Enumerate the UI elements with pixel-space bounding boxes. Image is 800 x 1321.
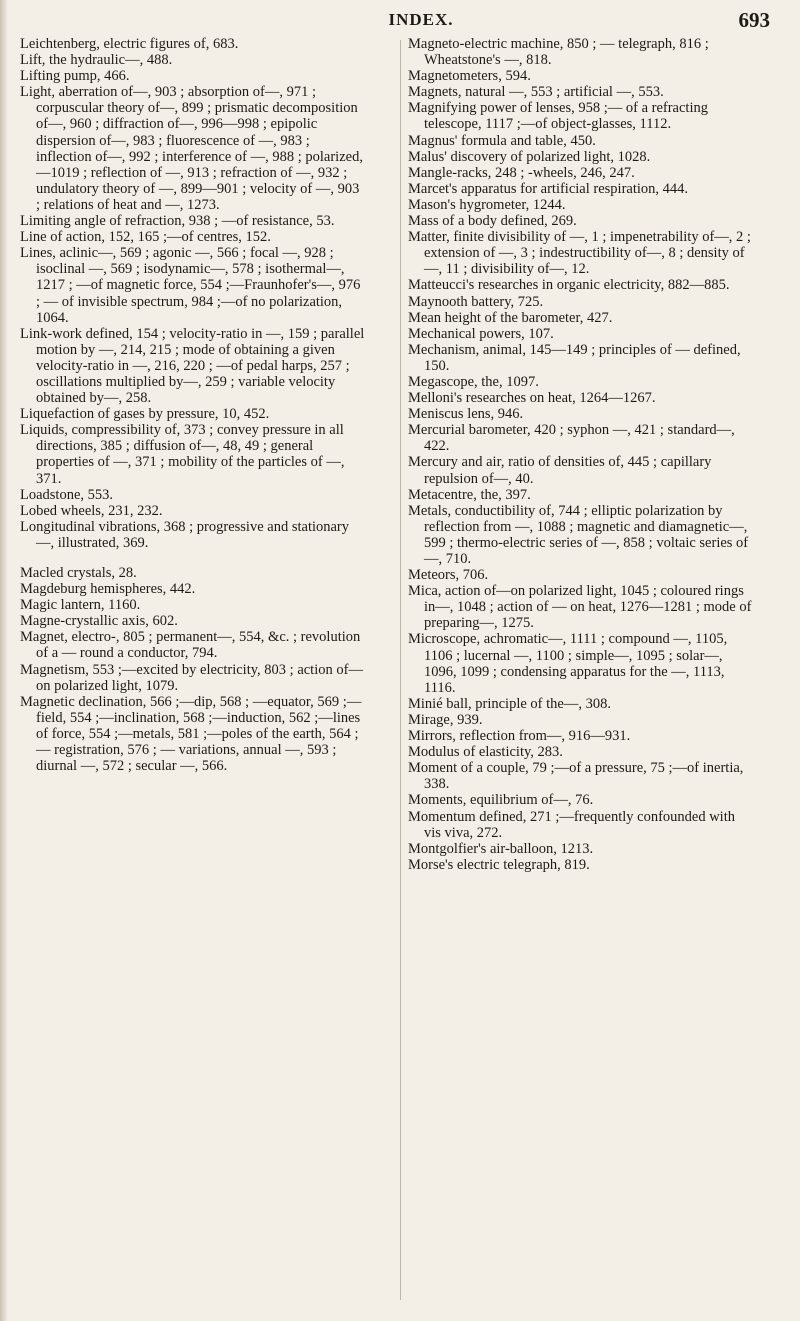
index-entry: Lifting pump, 466. [20, 68, 130, 85]
index-entry: Mangle-racks, 248 ; -wheels, 246, 247. [408, 164, 635, 181]
column-divider [400, 40, 401, 1300]
index-entry: Mercurial barometer, 420 ; syphon —, 421 ; standard—, 422. [408, 422, 735, 455]
index-entry: Magic lantern, 1160. [20, 597, 141, 614]
index-entry: Mean height of the barometer, 427. [408, 309, 613, 326]
index-entry: Momentum defined, 271 ;—frequently confounded with vis viva, 272. [408, 808, 735, 841]
index-entry: Meteors, 706. [408, 567, 489, 584]
index-entry: Megascope, the, 1097. [408, 373, 539, 390]
index-entry: Microscope, achromatic—, 1111 ; compound —, 1105, 1106 ; lucernal —, 1100 ; simple—, 1095 ; solar—, 1096, 1099 ; condensing apparatus for the —, 1113, 1116. [408, 631, 728, 696]
index-entry: Meniscus lens, 946. [408, 406, 524, 423]
index-entry: Magnetism, 553 ;—excited by electricity, 803 ; action of—on polarized light, 1079. [20, 661, 363, 694]
index-entry: Mica, action of—on polarized light, 1045 ; coloured rings in—, 1048 ; action of — on heat, 1276—1281 ; mode of preparing—, 1275. [408, 583, 752, 632]
page-number: 693 [738, 8, 770, 32]
index-column-left [20, 36, 365, 774]
running-title: INDEX. [388, 10, 454, 29]
index-entry: Loadstone, 553. [20, 486, 114, 503]
index-entry: Magne-crystallic axis, 602. [20, 613, 178, 630]
index-entry: Mercury and air, ratio of densities of, 445 ; capillary repulsion of—, 40. [408, 454, 712, 487]
page-header [60, 6, 782, 32]
index-entry: Montgolfier's air-balloon, 1213. [408, 840, 594, 857]
index-entry: Magnetic declination, 566 ;—dip, 568 ; —equator, 569 ;—field, 554 ;—inclination, 568 ;—induction, 562 ;—lines of force, 554 ;—metals, 581 ;—poles of the earth, 564 ; — registration, 576 ; — variations, annual —, 593 ; diurnal —, 572 ; secular —, 566. [20, 693, 362, 775]
index-entry: Leichtenberg, electric figures of, 683. [20, 36, 239, 52]
index-entry: Macled crystals, 28. [20, 565, 137, 581]
index-entry: Mason's hygrometer, 1244. [408, 196, 566, 213]
index-entry: Lobed wheels, 231, 232. [20, 502, 163, 519]
index-entry: Line of action, 152, 165 ;—of centres, 152. [20, 229, 271, 246]
page-edge-shadow [0, 0, 8, 1321]
index-entry: Lift, the hydraulic—, 488. [20, 52, 173, 69]
index-entry: Limiting angle of refraction, 938 ; —of resistance, 53. [20, 213, 335, 230]
index-entry: Matter, finite divisibility of —, 1 ; impenetrability of—, 2 ; extension of —, 3 ; indestructibility of—, 8 ; density of—, 11 ; divisibility of—, 12. [408, 229, 751, 278]
index-entry: Morse's electric telegraph, 819. [408, 856, 590, 873]
index-entry: Marcet's apparatus for artificial respiration, 444. [408, 180, 689, 197]
index-entry: Magneto-electric machine, 850 ; — telegraph, 816 ; Wheatstone's —, 818. [408, 36, 709, 69]
index-entry: Mirage, 939. [408, 711, 483, 728]
index-entry: Magnifying power of lenses, 958 ;— of a refracting telescope, 1117 ;—of object-glasses, 1112. [408, 100, 708, 133]
index-entry: Magnets, natural —, 553 ; artificial —, 553. [408, 84, 664, 101]
index-entry: Link-work defined, 154 ; velocity-ratio in —, 159 ; parallel motion by —, 214, 215 ; mode of obtaining a given velocity-ratio in —, 216, 220 ; —of pedal harps, 257 ; oscillations multiplied by—, 259 ; variable velocity obtained by—, 258. [20, 325, 365, 407]
index-entry: Malus' discovery of polarized light, 1028. [408, 148, 651, 165]
index-entry: Mirrors, reflection from—, 916—931. [408, 728, 631, 745]
index-entry: Metals, conductibility of, 744 ; elliptic polarization by reflection from —, 1088 ; magnetic and diamagnetic—, 599 ; thermo-electric series of —, 858 ; voltaic series of —, 710. [408, 502, 749, 567]
index-entry: Matteucci's researches in organic electricity, 882—885. [408, 277, 730, 294]
index-entry: Maynooth battery, 725. [408, 293, 544, 310]
index-entry: Light, aberration of—, 903 ; absorption of—, 971 ; corpuscular theory of—, 899 ; prismatic decomposition of—, 960 ; diffraction of—, 996—998 ; epipolic dispersion of—, 983 ; fluorescence of —, 983 ; inflection of—, 992 ; interference of —, 988 ; polarized,—1019 ; reflection of —, 913 ; refraction of —, 932 ; undulatory theory of —, 899—901 ; velocity of —, 903 ; relations of heat and —, 1273. [20, 84, 363, 213]
index-entry: Moment of a couple, 79 ;—of a pressure, 75 ;—of inertia, 338. [408, 760, 744, 793]
index-entry: Magdeburg hemispheres, 442. [20, 581, 196, 598]
index-entry: Longitudinal vibrations, 368 ; progressive and stationary—, illustrated, 369. [20, 518, 350, 551]
index-entry: Lines, aclinic—, 569 ; agonic —, 566 ; focal —, 928 ; isoclinal —, 569 ; isodynamic—, 578 ; isothermal—, 1217 ; —of magnetic force, 554 ;—Fraunhofer's—, 976 ; — of invisible spectrum, 984 ;—of no polarization, 1064. [20, 245, 361, 326]
index-entry: Magnus' formula and table, 450. [408, 132, 596, 149]
index-entry: Liquefaction of gases by pressure, 10, 452. [20, 406, 270, 423]
index-entry: Magnet, electro-, 805 ; permanent—, 554, &c. ; revolution of a — round a conductor, 794. [20, 629, 361, 662]
index-entry: Magnetometers, 594. [408, 68, 531, 85]
index-entry: Mechanical powers, 107. [408, 325, 554, 342]
index-entry: Mass of a body defined, 269. [408, 213, 577, 230]
index-entry: Mechanism, animal, 145—149 ; principles of — defined, 150. [408, 341, 741, 374]
index-entry: Modulus of elasticity, 283. [408, 744, 563, 761]
index-entry: Melloni's researches on heat, 1264—1267. [408, 390, 656, 407]
index-entry: Minié ball, principle of the—, 308. [408, 695, 611, 712]
index-entry: Metacentre, the, 397. [408, 486, 531, 503]
index-entry: Moments, equilibrium of—, 76. [408, 792, 594, 809]
index-entry: Liquids, compressibility of, 373 ; convey pressure in all directions, 385 ; diffusion of—, 48, 49 ; general properties of —, 371 ; mobility of the particles of —, 371. [20, 422, 345, 487]
index-column-right [408, 36, 753, 873]
